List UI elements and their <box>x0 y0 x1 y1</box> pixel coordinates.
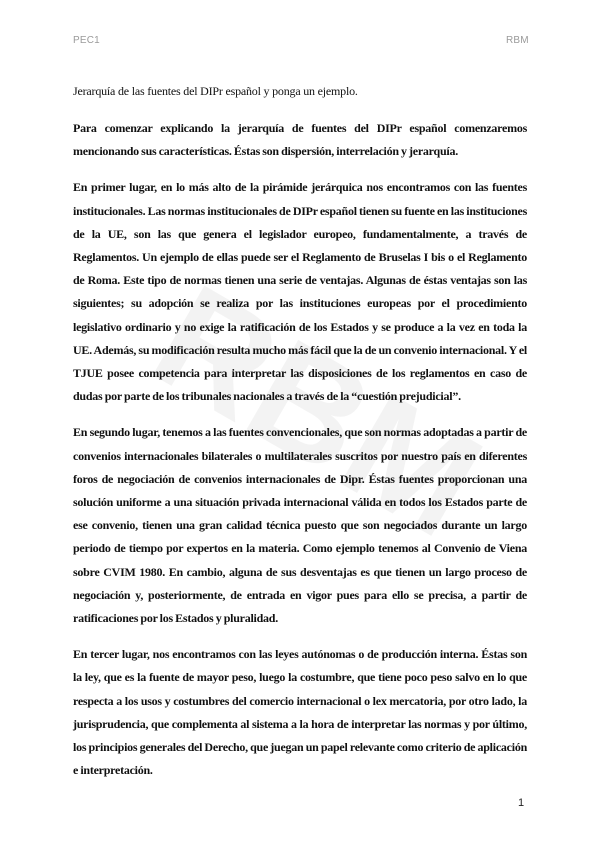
header-right-label: RBM <box>506 35 529 46</box>
paragraph-conventional-sources: En segundo lugar, tenemos a las fuentes convencionales, que son normas adoptadas a partir de convenios internacionales bilaterales o multilaterales suscritos por nuestro país en diferentes foros de negociación de convenios internacionales de Dipr. Éstas fuentes proporcionan una solución uniforme a una situación privada internacional válida en todos los Estados parte de ese convenio, tienen una gran calidad técnica puesto que son negociados durante un largo periodo de tiempo por expertos en la materia. Como ejemplo tenemos al Convenio de Viena sobre CVIM 1980. En cambio, alguna de sus desventajas es que tienen un largo proceso de negociación y, posteriormente, de entrada en vigor pues para ello se precisa, a partir de ratificaciones por los Estados y pluralidad. <box>73 425 527 626</box>
paragraph-intro: Para comenzar explicando la jerarquía de fuentes del DIPr español comenzaremos mencionando sus características. Éstas son dispersión, interrelación y jerarquía. <box>73 121 527 159</box>
paragraph-autonomous-sources: En tercer lugar, nos encontramos con las leyes autónomas o de producción interna. Éstas son la ley, que es la fuente de mayor peso, luego la costumbre, que tiene poco peso salvo en lo que respecta a los usos y costumbres del comercio internacional o lex mercatoria, por otro lado, la jurisprudencia, que complementa al sistema a la hora de interpretar las normas y por último, los principios generales del Derecho, que juegan un papel relevante como criterio de aplicación e interpretación. <box>73 647 527 778</box>
document-body <box>73 82 527 795</box>
paragraph-institutional-sources: En primer lugar, en lo más alto de la pirámide jerárquica nos encontramos con las fuentes institucionales. Las normas institucionales de DIPr español tienen su fuente en las instituciones de la UE, son las que genera el legislador europeo, fundamentalmente, a través de Reglamentos. Un ejemplo de ellas puede ser el Reglamento de Bruselas I bis o el Reglamento de Roma. Este tipo de normas tienen una serie de ventajas. Algunas de éstas ventajas son las siguientes; su adopción se realiza por las instituciones europeas por el procedimiento legislativo ordinario y no exige la ratificación de los Estados y se produce a la vez en toda la UE. Además, su modificación resulta mucho más fácil que la de un convenio internacional. Y el TJUE posee competencia para interpretar las disposiciones de los reglamentos en caso de dudas por parte de los tribunales nacionales a través de la “cuestión prejudicial”. <box>73 180 527 404</box>
header-left-label: PEC1 <box>73 35 100 46</box>
question-heading: Jerarquía de las fuentes del DIPr español y ponga un ejemplo. <box>73 84 358 98</box>
page-number: 1 <box>518 797 525 809</box>
